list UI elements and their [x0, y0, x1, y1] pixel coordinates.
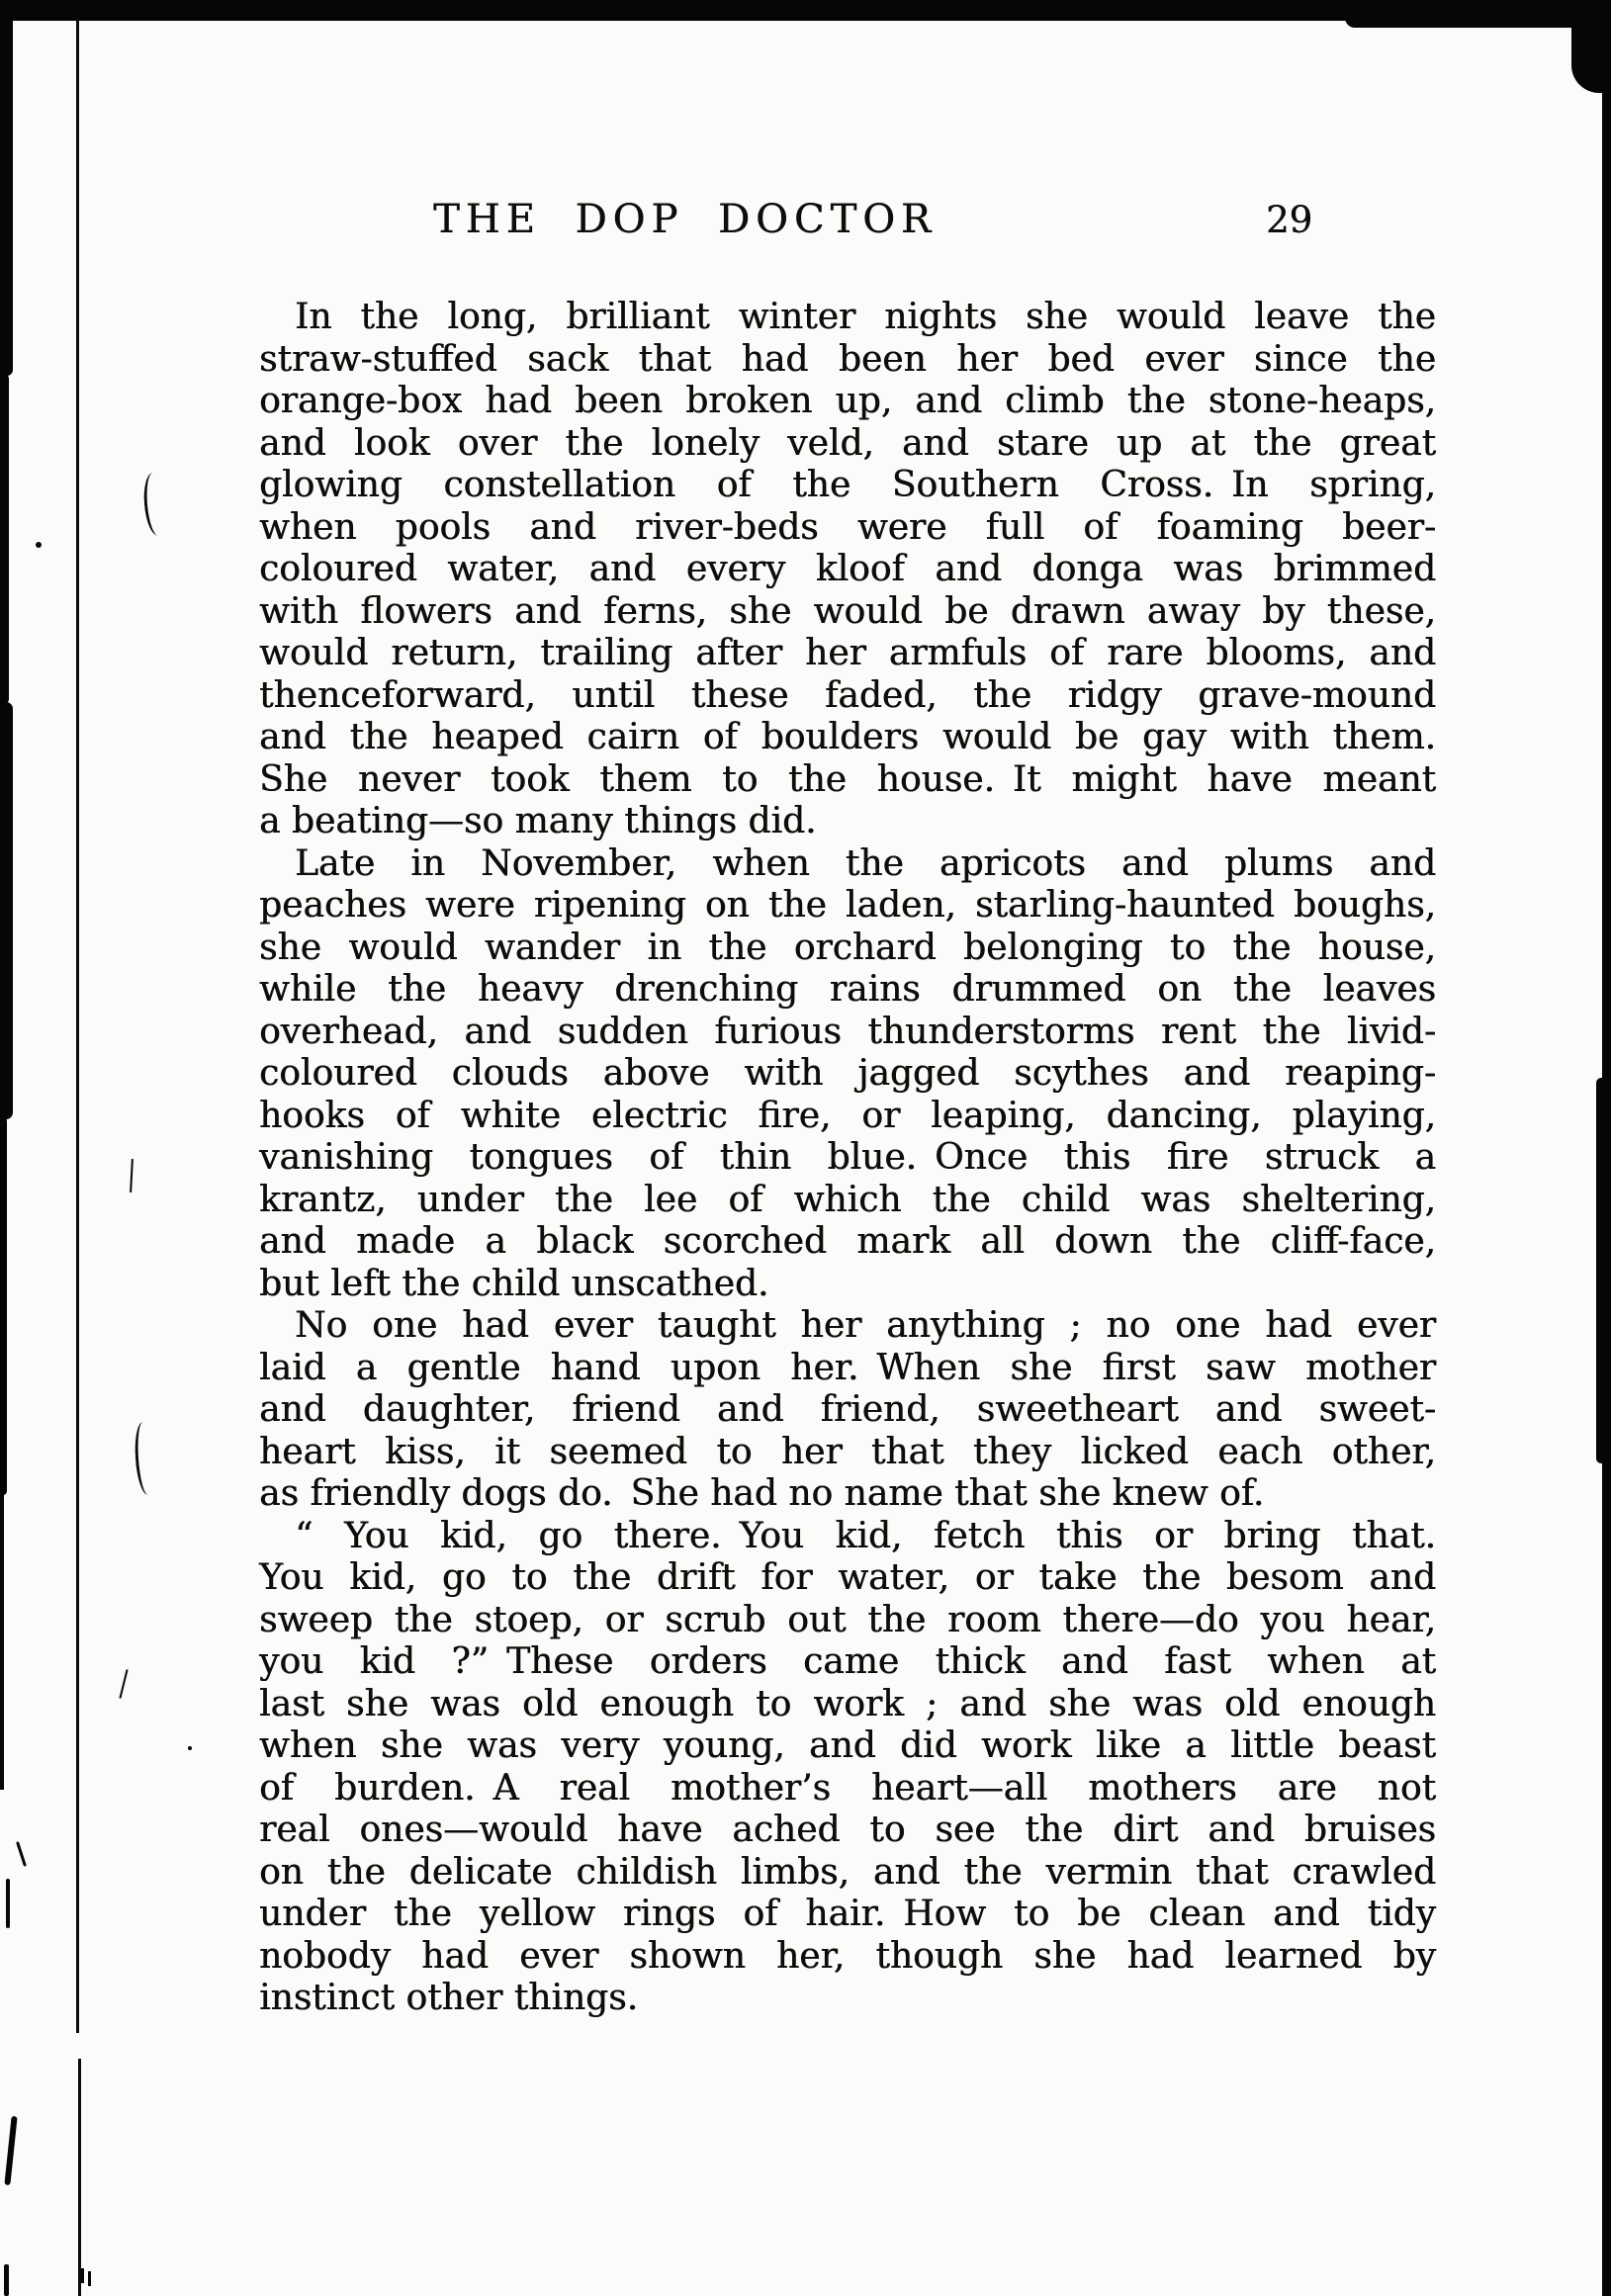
text-line: krantz, under the lee of which the child was sheltering,	[259, 1179, 1436, 1220]
text-line: peaches were ripening on the laden, starling-haunted boughs,	[259, 885, 1436, 926]
text-line: thenceforward, until these faded, the ridgy grave-mound	[259, 674, 1436, 716]
text-line: In the long, brilliant winter nights she would leave the	[295, 297, 1436, 337]
margin-mark	[16, 1841, 27, 1867]
scan-speck	[4, 2116, 17, 2185]
text-line: last she was old enough to work ; and she was old enough	[259, 1683, 1436, 1724]
gutter-line	[78, 2059, 81, 2296]
text-line: real ones—would have ached to see the dirt and bruises	[259, 1810, 1436, 1850]
scan-speck	[36, 542, 42, 548]
text-line: hooks of white electric fire, or leaping, dancing, playing,	[259, 1095, 1436, 1136]
scan-edge-left	[0, 0, 13, 376]
text-line: when she was very young, and did work like a little beast	[259, 1725, 1436, 1766]
text-line: under the yellow rings of hair. How to be clean and tidy	[259, 1894, 1436, 1934]
scan-edge-left	[0, 1117, 7, 1495]
scan-edge-left	[0, 374, 9, 704]
text-line: and look over the lonely veld, and stare up at the great	[259, 422, 1436, 464]
text-line: overhead, and sudden furious thunderstorms rent the livid-	[259, 1011, 1436, 1052]
page-number: 29	[1266, 199, 1313, 241]
text-line: and the heaped cairn of boulders would be gay with them.	[259, 717, 1436, 757]
text-line: No one had ever taught her anything ; no one had ever	[295, 1305, 1436, 1346]
text-line: instinct other things.	[259, 1978, 639, 2018]
text-line: Late in November, when the apricots and plums and	[295, 842, 1436, 884]
text-line: and daughter, friend and friend, sweetheart and sweet-	[259, 1389, 1436, 1430]
text-line: straw-stuffed sack that had been her bed ever since the	[259, 338, 1436, 380]
scan-speck	[4, 2264, 9, 2296]
scan-edge-left	[0, 702, 13, 1119]
scan-edge-left	[0, 1493, 4, 1790]
scan-speck	[188, 1746, 192, 1750]
text-line: She never took them to the house. It might have meant	[259, 758, 1436, 800]
text-line: “ You kid, go there. You kid, fetch this or bring that.	[295, 1515, 1436, 1556]
text-line: would return, trailing after her armfuls of rare blooms, and	[259, 633, 1436, 673]
margin-mark	[130, 1159, 134, 1192]
text-line: as friendly dogs do. She had no name that she knew of.	[259, 1473, 1265, 1514]
scan-edge-right-blot	[1596, 1078, 1611, 1463]
text-line: on the delicate childish limbs, and the vermin that crawled	[259, 1851, 1436, 1893]
margin-mark	[133, 1421, 154, 1495]
page-text	[259, 297, 1436, 2020]
text-line: of burden. A real mother’s heart—all mothers are not	[259, 1767, 1436, 1809]
text-line: and made a black scorched mark all down the cliff-face,	[259, 1221, 1436, 1262]
text-line: she would wander in the orchard belonging to the house,	[259, 927, 1436, 968]
text-line: you kid ?” These orders came thick and fast when at	[259, 1641, 1436, 1682]
text-line: while the heavy drenching rains drummed on the leaves	[259, 969, 1436, 1010]
text-line: sweep the stoep, or scrub out the room there—do you hear,	[259, 1599, 1436, 1640]
running-title: THE DOP DOCTOR	[433, 197, 938, 242]
text-line: You kid, go to the drift for water, or take the besom and	[259, 1557, 1436, 1598]
gutter-line	[76, 18, 79, 2033]
text-line: orange-box had been broken up, and climb the stone-heaps,	[259, 381, 1436, 421]
text-line: a beating—so many things did.	[259, 801, 817, 841]
text-line: but left the child unscathed.	[259, 1263, 769, 1304]
margin-mark	[81, 2268, 84, 2283]
margin-mark	[141, 472, 166, 536]
paragraph	[259, 1305, 1436, 1516]
margin-mark	[119, 1669, 128, 1699]
text-line: coloured clouds above with jagged scythes and reaping-	[259, 1053, 1436, 1094]
paragraph	[259, 1516, 1436, 2020]
paragraph	[259, 843, 1436, 1306]
text-line: heart kiss, it seemed to her that they licked each other,	[259, 1431, 1436, 1472]
text-line: glowing constellation of the Southern Cross. In spring,	[259, 465, 1436, 505]
text-line: when pools and river-beds were full of foaming beer-	[259, 506, 1436, 548]
text-line: with flowers and ferns, she would be drawn away by these,	[259, 590, 1436, 632]
text-line: coloured water, and every kloof and donga was brimmed	[259, 549, 1436, 589]
text-line: vanishing tongues of thin blue. Once this fire struck a	[259, 1137, 1436, 1178]
paragraph	[259, 297, 1436, 843]
scan-speck	[6, 1879, 10, 1928]
text-line: nobody had ever shown her, though she had learned by	[259, 1935, 1436, 1977]
text-line: laid a gentle hand upon her. When she first saw mother	[259, 1347, 1436, 1388]
